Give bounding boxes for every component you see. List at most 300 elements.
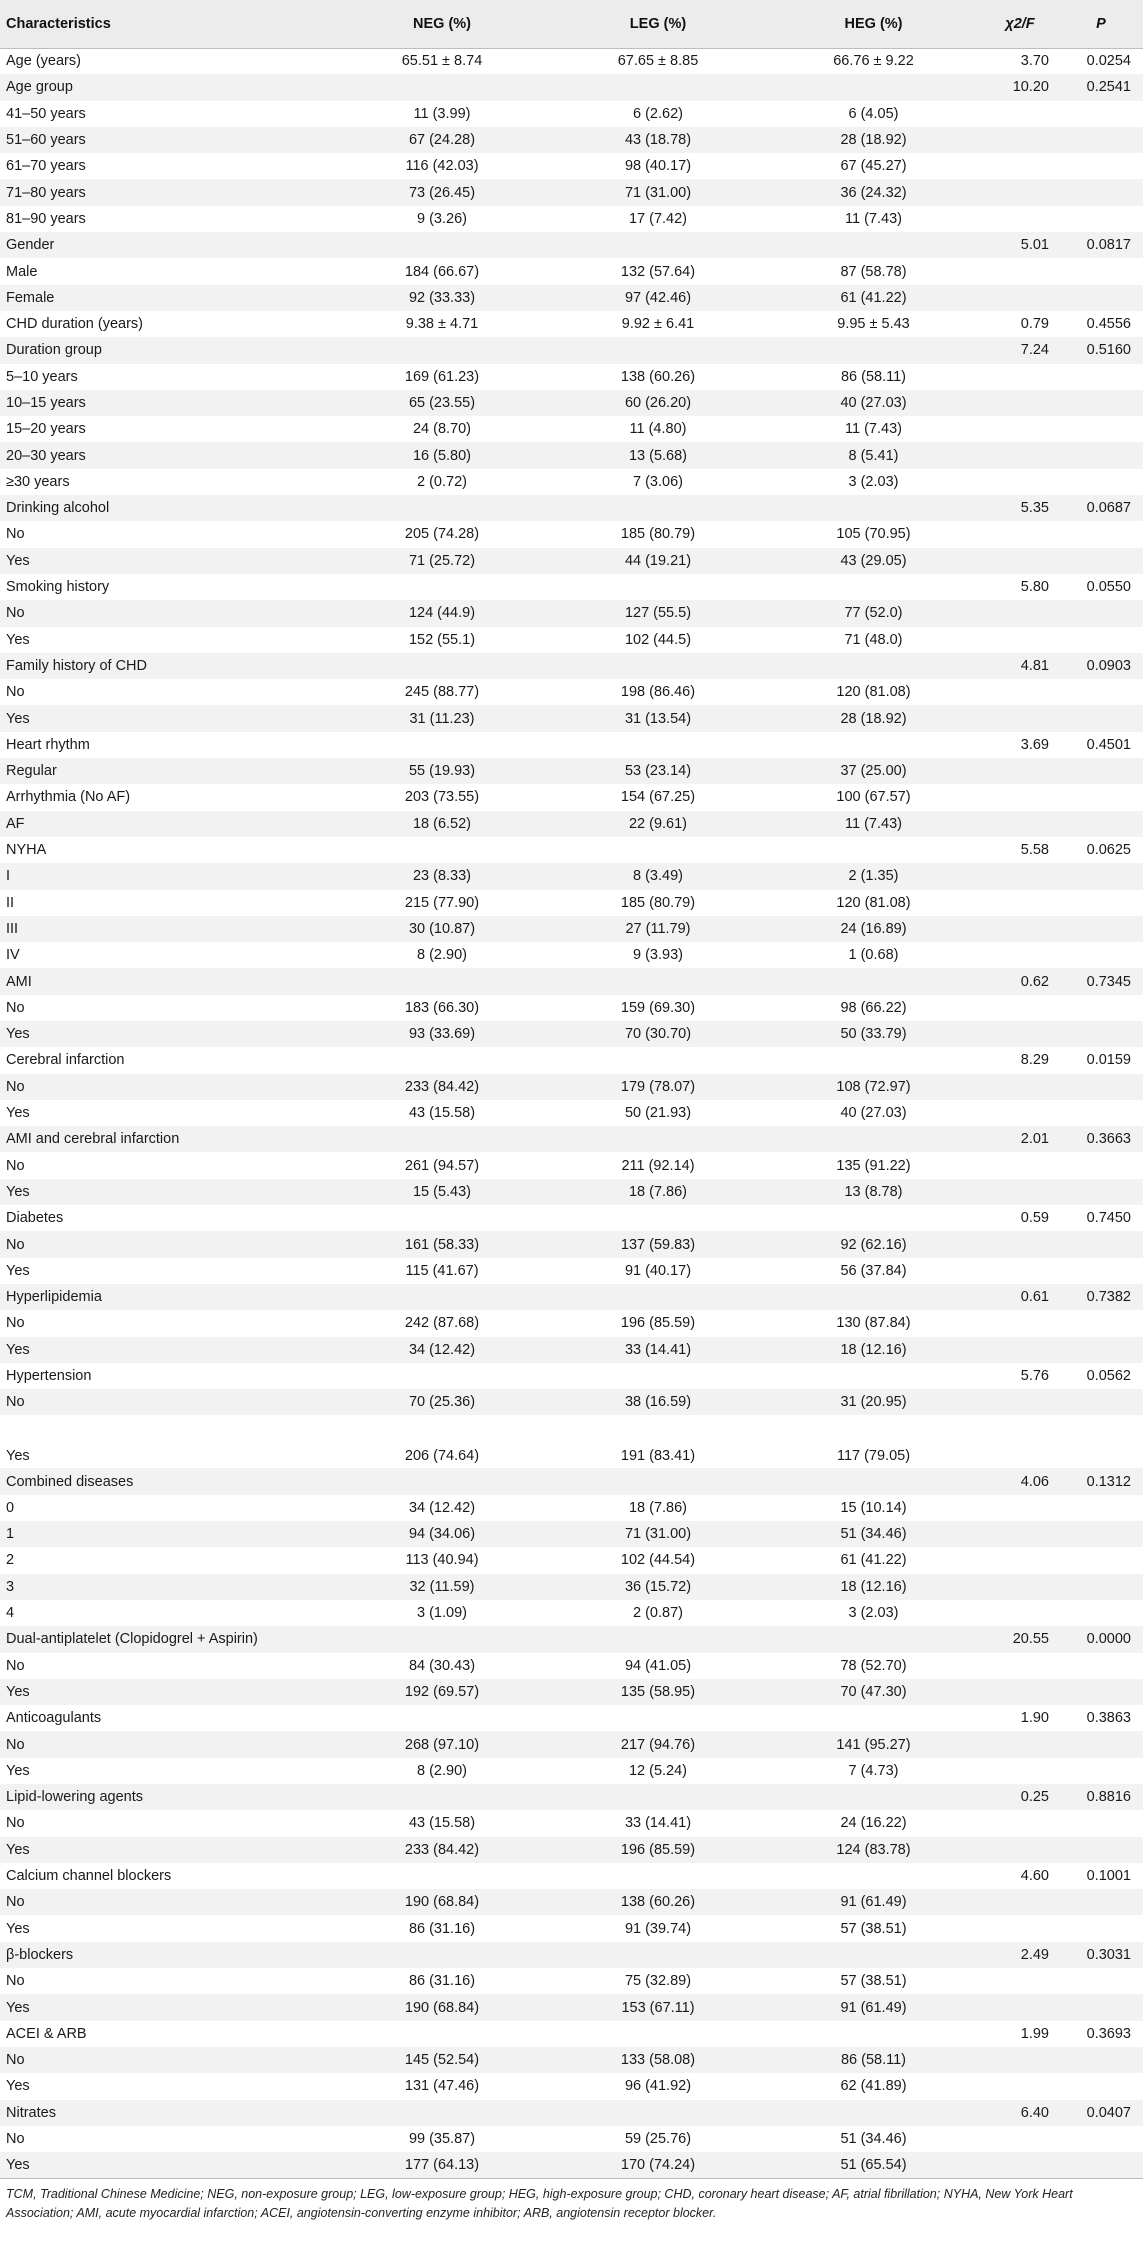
row-label: Yes [6,1762,30,1779]
heg-value: 57 (38.51) [840,1920,907,1937]
leg-value [550,1863,766,1889]
leg-value: 18 (7.86) [628,1499,688,1516]
leg-value: 6 (2.62) [633,105,683,122]
neg-value: 24 (8.70) [412,421,472,438]
heg-value: 62 (41.89) [840,2078,907,2095]
chi2-f-value [981,1415,1059,1468]
row-label: No [6,1394,25,1411]
chi2-f-value [981,1889,1059,1915]
leg-value: 138 (60.26) [620,1894,696,1911]
leg-value: 97 (42.46) [624,289,692,306]
row-label: No [6,526,25,543]
row-label: 4 [6,1605,15,1622]
row-label: Yes [6,631,30,648]
heg-value: 40 (27.03) [840,395,907,411]
table-row [0,101,1143,127]
neg-value [334,1363,550,1389]
neg-value: 203 (73.55) [404,789,480,806]
heg-value: 78 (52.70) [840,1657,907,1674]
leg-value: 132 (57.64) [620,263,696,280]
neg-value [334,2100,550,2126]
neg-value: 8 (2.90) [417,947,467,964]
heg-value: 117 (79.05) [836,1448,911,1465]
heg-value: 43 (29.05) [840,552,907,569]
p-value: 0.7450 [1086,1210,1131,1227]
table-row [0,1389,1143,1415]
table-row [0,916,1143,942]
neg-value: 30 (10.87) [408,920,476,937]
heg-value: 87 (58.78) [840,263,907,280]
neg-value [334,1205,550,1231]
p-value: 0.3031 [1086,1946,1131,1963]
neg-value: 190 (68.84) [404,1999,480,2016]
chi2-f-value [981,101,1059,127]
row-label: No [6,1815,25,1832]
p-value: 0.0687 [1086,500,1131,517]
row-label: No [6,1078,25,1095]
neg-value: 86 (31.16) [408,1920,476,1937]
chi2-f-value [981,1337,1059,1363]
chi2-f-value [981,2073,1059,2099]
row-label: I [6,868,11,885]
chi2-f-value [981,1758,1059,1784]
chi2-f-value: 5.58 [1020,842,1049,859]
leg-value [550,1047,766,1073]
chi2-f-value: 3.70 [1020,53,1049,70]
chi2-f-value: 4.60 [1020,1868,1049,1885]
neg-value: 34 (12.42) [408,1499,476,1516]
chi2-f-value [981,600,1059,626]
row-label: Family history of CHD [6,657,147,674]
row-label: Nitrates [6,2104,56,2121]
heg-value: 24 (16.89) [840,920,907,937]
table-row [0,311,1143,337]
p-value [1059,811,1143,837]
heg-value: 51 (34.46) [840,1526,907,1543]
chi2-f-value [981,916,1059,942]
neg-value: 268 (97.10) [404,1736,480,1753]
p-value [1059,548,1143,574]
table-row [0,1942,1143,1968]
neg-value: 67 (24.28) [408,132,476,149]
p-value [1059,179,1143,205]
neg-value [334,1942,550,1968]
p-value: 0.0407 [1086,2104,1131,2121]
p-value [1059,1968,1143,1994]
chi2-f-value [981,1600,1059,1626]
leg-value: 44 (19.21) [624,552,692,569]
p-value [1059,1100,1143,1126]
chi2-f-value [981,1258,1059,1284]
chi2-f-value [981,390,1059,416]
neg-value: 84 (30.43) [408,1657,476,1674]
neg-value [334,837,550,863]
neg-value: 15 (5.43) [412,1183,472,1200]
heg-value: 28 (18.92) [840,132,907,149]
chi2-f-value [981,627,1059,653]
neg-value [334,1284,550,1310]
chi2-f-value [981,521,1059,547]
p-value [1059,1231,1143,1257]
heg-value: 36 (24.32) [840,184,907,201]
neg-value [334,1784,550,1810]
row-label: CHD duration (years) [6,316,143,333]
leg-value: 9.92 ± 6.41 [621,316,695,333]
neg-value: 9.38 ± 4.71 [405,316,479,333]
leg-value: 38 (16.59) [624,1394,692,1411]
p-value [1059,2047,1143,2073]
chi2-f-value: 0.25 [1020,1789,1049,1806]
leg-value: 17 (7.42) [628,210,688,227]
leg-value: 217 (94.76) [620,1736,696,1753]
row-label: 71–80 years [6,184,86,201]
heg-value: 100 (67.57) [836,789,911,806]
neg-value [334,1705,550,1731]
leg-value: 127 (55.5) [624,605,692,622]
neg-value [334,337,550,363]
table-row [0,364,1143,390]
row-label: Regular [6,763,57,780]
table-row [0,153,1143,179]
table-row [0,1968,1143,1994]
p-value [1059,679,1143,705]
heg-value: 66.76 ± 9.22 [833,53,914,70]
leg-value: 91 (40.17) [624,1262,692,1279]
chi2-f-value: 1.99 [1020,2025,1049,2042]
leg-value: 43 (18.78) [624,132,692,149]
p-value [1059,863,1143,889]
heg-value: 130 (87.84) [836,1315,911,1332]
heg-value: 40 (27.03) [840,1105,907,1122]
p-value [1059,705,1143,731]
heg-value: 51 (34.46) [840,2131,907,2147]
row-label: ≥30 years [6,473,70,490]
heg-value [766,495,981,521]
table-row [0,337,1143,363]
row-label: 0 [6,1499,15,1516]
row-label: Yes [6,1026,30,1043]
row-label: Smoking history [6,579,110,596]
neg-value: 233 (84.42) [404,1841,480,1858]
p-value [1059,390,1143,416]
row-label: Yes [6,1999,30,2016]
neg-value: 99 (35.87) [408,2131,476,2147]
chi2-f-value [981,442,1059,468]
heg-value [766,968,981,994]
heg-value: 3 (2.03) [848,473,899,490]
heg-value [766,732,981,758]
leg-value [550,1205,766,1231]
leg-value [550,1705,766,1731]
table-row [0,1074,1143,1100]
heg-value: 8 (5.41) [848,447,899,464]
row-label: No [6,684,25,701]
row-label: Yes [6,1105,30,1122]
row-label: Hypertension [6,1367,92,1384]
heg-value: 61 (41.22) [840,1552,907,1569]
table-row [0,416,1143,442]
row-label: Yes [6,1262,30,1279]
leg-value [550,653,766,679]
leg-value [550,968,766,994]
leg-value: 211 (92.14) [621,1157,695,1174]
table-row [0,1837,1143,1863]
row-label: No [6,1315,25,1332]
heg-value: 2 (1.35) [848,868,899,885]
leg-value: 196 (85.59) [620,1315,696,1332]
table-row [0,1653,1143,1679]
heg-value [766,2100,981,2126]
row-label: Age group [6,79,73,96]
table-row [0,1337,1143,1363]
header-chi2-f: χ2/F [981,0,1059,48]
neg-value [334,653,550,679]
row-label: Anticoagulants [6,1710,102,1727]
heg-value: 86 (58.11) [840,368,907,385]
chi2-f-value [981,1495,1059,1521]
heg-value: 11 (7.43) [845,210,902,227]
table-row [0,548,1143,574]
p-value [1059,1310,1143,1336]
heg-value [766,653,981,679]
chi2-f-value [981,2126,1059,2152]
table-row [0,732,1143,758]
p-value [1059,206,1143,232]
row-label: Dual-antiplatelet (Clopidogrel + Aspirin) [6,1631,258,1648]
row-label: AF [6,815,25,832]
table-row [0,1310,1143,1336]
header-heg: HEG (%) [766,0,981,48]
row-label: III [6,920,19,937]
p-value [1059,1889,1143,1915]
leg-value: 59 (25.76) [624,2131,692,2147]
chi2-f-value [981,1810,1059,1836]
p-value: 0.0562 [1086,1367,1131,1384]
neg-value: 8 (2.90) [417,1762,467,1779]
leg-value: 13 (5.68) [628,447,688,464]
heg-value [766,1047,981,1073]
neg-value [334,968,550,994]
heg-value [766,337,981,363]
leg-value: 60 (26.20) [624,395,692,411]
leg-value: 185 (80.79) [620,526,696,543]
table-row [0,442,1143,468]
p-value [1059,1258,1143,1284]
leg-value: 33 (14.41) [624,1341,692,1358]
leg-value: 154 (67.25) [620,789,696,806]
table-row [0,1284,1143,1310]
table-row [0,837,1143,863]
p-value [1059,1389,1143,1415]
p-value [1059,1758,1143,1784]
heg-value: 11 (7.43) [845,815,902,832]
neg-value: 43 (15.58) [408,1105,476,1122]
neg-value: 169 (61.23) [404,368,480,385]
table-row [0,1705,1143,1731]
chi2-f-value [981,942,1059,968]
row-label: Calcium channel blockers [6,1868,172,1885]
neg-value: 71 (25.72) [408,552,476,569]
chi2-f-value: 0.62 [1020,973,1049,990]
leg-value: 135 (58.95) [620,1683,696,1700]
row-label: Yes [6,1841,30,1858]
neg-value: 23 (8.33) [412,868,472,885]
leg-value [550,1942,766,1968]
chi2-f-value: 7.24 [1020,342,1049,359]
neg-value: 115 (41.67) [405,1262,479,1279]
leg-value [550,1284,766,1310]
neg-value: 177 (64.13) [404,2157,480,2174]
row-label: Female [6,289,55,306]
table-row [0,495,1143,521]
table-row [0,1994,1143,2020]
heg-value: 70 (47.30) [840,1683,907,1700]
heg-value: 77 (52.0) [844,605,903,622]
table-row [0,2126,1143,2152]
neg-value: 11 (3.99) [413,105,471,122]
table-row [0,2073,1143,2099]
neg-value: 3 (1.09) [417,1605,467,1622]
p-value [1059,258,1143,284]
table-row [0,2100,1143,2126]
p-value [1059,600,1143,626]
chi2-f-value [981,705,1059,731]
leg-value: 12 (5.24) [628,1762,688,1779]
heg-value: 37 (25.00) [840,763,907,780]
row-label: No [6,2052,25,2069]
row-label: Yes [6,1683,30,1700]
row-label: No [6,1157,25,1174]
row-label: NYHA [6,842,47,859]
leg-value [550,1784,766,1810]
chi2-f-value [981,1521,1059,1547]
row-label: Duration group [6,342,102,359]
p-value [1059,1547,1143,1573]
table-row [0,2021,1143,2047]
p-value [1059,364,1143,390]
neg-value [334,1863,550,1889]
heg-value: 124 (83.78) [836,1841,911,1858]
neg-value: 161 (58.33) [404,1236,480,1253]
heg-value: 91 (61.49) [840,1894,907,1911]
p-value [1059,2152,1143,2178]
leg-value: 75 (32.89) [624,1973,692,1990]
neg-value [334,495,550,521]
p-value [1059,1021,1143,1047]
p-value [1059,1574,1143,1600]
neg-value [334,574,550,600]
heg-value: 67 (45.27) [840,158,907,175]
leg-value: 70 (30.70) [624,1026,692,1043]
heg-value: 51 (65.54) [840,2157,907,2174]
chi2-f-value [981,1179,1059,1205]
table-row [0,1231,1143,1257]
p-value [1059,916,1143,942]
row-label: Yes [6,1341,30,1358]
table-row [0,1784,1143,1810]
heg-value: 50 (33.79) [840,1026,907,1043]
table-row [0,1626,1143,1652]
neg-value: 152 (55.1) [408,631,476,648]
table-row [0,1810,1143,1836]
leg-value [550,1126,766,1152]
row-label: 41–50 years [6,105,86,122]
leg-value [550,837,766,863]
p-value [1059,416,1143,442]
neg-value: 94 (34.06) [408,1526,476,1543]
chi2-f-value: 0.59 [1020,1210,1049,1227]
p-value [1059,758,1143,784]
row-label: Arrhythmia (No AF) [6,789,131,806]
table-row [0,1021,1143,1047]
p-value [1059,153,1143,179]
p-value [1059,285,1143,311]
row-label: Gender [6,237,55,254]
chi2-f-value [981,285,1059,311]
neg-value [334,732,550,758]
neg-value: 206 (74.64) [404,1448,480,1465]
leg-value [550,2100,766,2126]
p-value [1059,1074,1143,1100]
heg-value: 18 (12.16) [840,1341,907,1358]
table-row [0,521,1143,547]
neg-value: 233 (84.42) [404,1078,480,1095]
neg-value: 86 (31.16) [408,1973,476,1990]
leg-value: 153 (67.11) [621,1999,695,2016]
heg-value: 28 (18.92) [840,710,907,727]
leg-value [550,1363,766,1389]
p-value: 0.7382 [1086,1289,1131,1306]
chi2-f-value [981,416,1059,442]
p-value [1059,784,1143,810]
p-value [1059,1600,1143,1626]
chi2-f-value: 8.29 [1020,1052,1049,1069]
table-row [0,2152,1143,2178]
chi2-f-value [981,469,1059,495]
chi2-f-value [981,258,1059,284]
chi2-f-value [981,364,1059,390]
neg-value: 215 (77.90) [404,894,480,911]
table-row [0,1547,1143,1573]
chi2-f-value [981,863,1059,889]
row-label: Male [6,263,38,280]
p-value [1059,1521,1143,1547]
leg-value: 98 (40.17) [624,158,692,175]
p-value [1059,942,1143,968]
heg-value: 108 (72.97) [836,1078,911,1095]
table-row [0,206,1143,232]
neg-value [334,74,550,100]
heg-value: 3 (2.03) [848,1605,899,1622]
heg-value: 98 (66.22) [840,999,907,1016]
neg-value [334,1626,550,1652]
leg-value: 138 (60.26) [620,368,696,385]
neg-value: 18 (6.52) [412,815,472,832]
p-value [1059,1679,1143,1705]
neg-value: 124 (44.9) [408,605,476,622]
leg-value: 2 (0.87) [633,1605,683,1622]
leg-value: 196 (85.59) [620,1841,696,1858]
leg-value: 71 (31.00) [624,1526,692,1543]
neg-value [334,2021,550,2047]
table-row [0,1415,1143,1468]
row-label: Yes [6,2157,30,2174]
leg-value [550,495,766,521]
chi2-f-value: 5.35 [1020,500,1049,517]
chi2-f-value [981,1389,1059,1415]
table-row [0,995,1143,1021]
heg-value: 24 (16.22) [840,1815,907,1832]
